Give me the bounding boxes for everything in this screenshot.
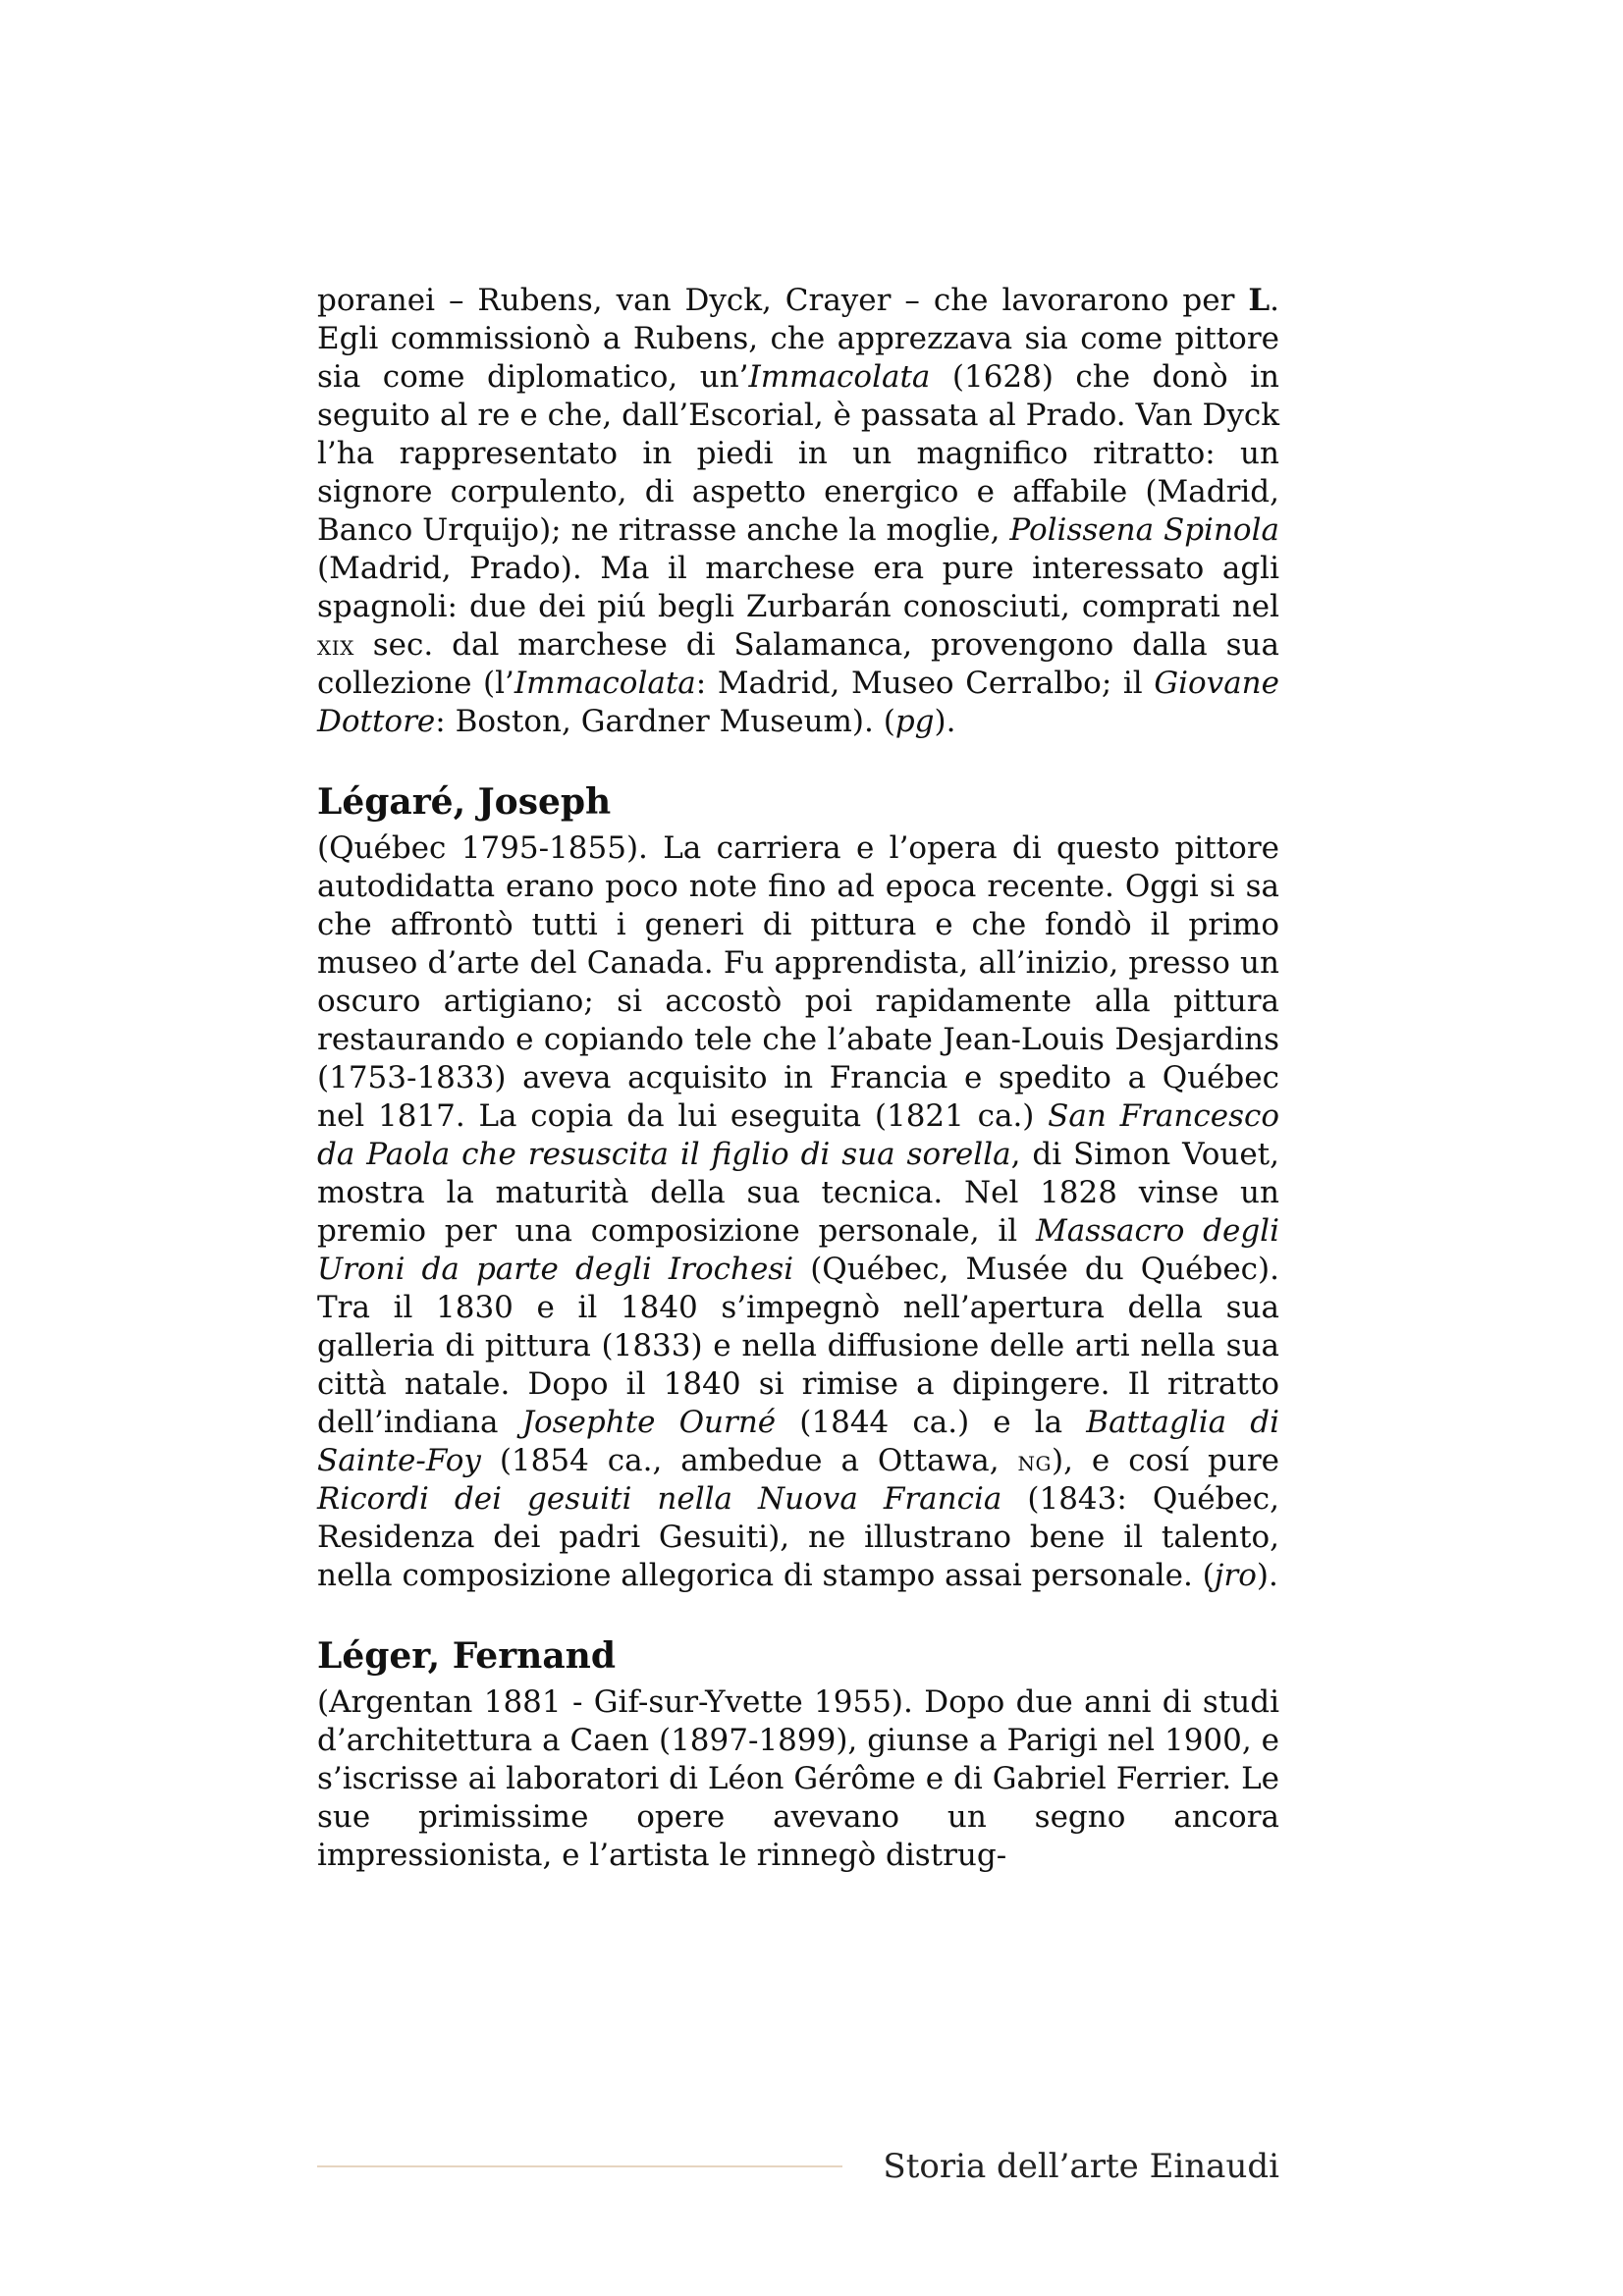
entry-headword: Léger, Fernand: [317, 1635, 617, 1677]
text-run: ), e cosí pure: [1052, 1443, 1279, 1478]
century-numeral: xix: [317, 629, 354, 662]
text-run: , di Simon Vouet, mostra la maturità della sua tecnica. Nel 1828 vinse un premio per una composizione personale, il: [317, 1137, 1279, 1249]
artwork-title: Battaglia di Sainte-Foy: [317, 1405, 1279, 1478]
entry-body: [317, 829, 1279, 1595]
text-run: ).: [934, 704, 956, 739]
text-run: (Québec 1795-1855). La carriera e l’opera di questo pittore autodidatta erano poco note fino ad epoca recente. Oggi si sa che affrontò tutti i generi di pittura e che fondò il primo museo d’arte del Canada. Fu apprendista, all’inizio, presso un oscuro artigiano; si accostò poi rapidamente alla pittura restaurando e copiando tele che l’abate Jean-Louis Desjardins (1753-1833) aveva acquisito in Francia e spedito a Québec nel 1817. La copia da lui eseguita (1821 ca.): [317, 830, 1279, 1134]
artwork-title: Immacolata: [748, 359, 931, 395]
artwork-title: San Francesco da Paola che resuscita il figlio di sua sorella: [317, 1098, 1279, 1172]
artwork-title: Josephte Ourné: [521, 1405, 777, 1440]
text-run: (Argentan 1881 - Gif-sur-Yvette 1955). Dopo due anni di studi d’architettura a Caen (1897-1899), giunse a Parigi nel 1900, e s’iscrisse ai laboratori di Léon Gérôme e di Gabriel Ferrier. Le sue primissime opere avevano un segno ancora impressionista, e l’artista le rinnegò distrug-: [317, 1684, 1279, 1873]
text-run: . Egli commissionò a Rubens, che apprezzava sia come pittore sia come diplomatico, un’: [317, 283, 1279, 395]
author-initials: pg: [894, 704, 935, 739]
author-initials: jro: [1214, 1558, 1257, 1593]
publication-title: Storia dell’arte Einaudi: [883, 2147, 1279, 2186]
entry-headword: Légaré, Joseph: [317, 781, 612, 823]
entry-leger: [317, 1634, 1279, 1875]
headword-abbreviation: L: [1248, 283, 1271, 318]
text-run: (1854 ca., ambedue a Ottawa,: [480, 1443, 1018, 1478]
artwork-title: Polissena Spinola: [1009, 512, 1279, 548]
artwork-title: Immacolata: [514, 666, 696, 701]
entry-legare: [317, 780, 1279, 1595]
text-run: (Québec, Musée du Québec). Tra il 1830 e il 1840 s’impegnò nell’apertura della sua galleria di pittura (1833) e nella diffusione delle arti nella sua città natale. Dopo il 1840 si rimise a dipingere. Il ritratto dell’indiana: [317, 1252, 1279, 1440]
text-run: (1843: Québec, Residenza dei padri Gesuiti), ne illustrano bene il talento, nella composizione allegorica di stampo assai personale. (: [317, 1481, 1279, 1593]
text-run: (Madrid, Prado). Ma il marchese era pure interessato agli spagnoli: due dei piú begli Zurbarán conosciuti, comprati nel: [317, 551, 1279, 624]
text-run: sec. dal marchese di Salamanca, provengono dalla sua collezione (l’: [317, 627, 1279, 701]
artwork-title: Ricordi dei gesuiti nella Nuova Francia: [317, 1481, 1002, 1517]
text-run: poranei – Rubens, van Dyck, Crayer – che lavorarono per: [317, 283, 1249, 318]
text-run: (1628) che donò in seguito al re e che, dall’Escorial, è passata al Prado. Van Dyck l’ha rappresentato in piedi in un magnifico ritratto: un signore corpulento, di aspetto energico e affabile (Madrid, Banco Urquijo); ne ritrasse anche la moglie,: [317, 359, 1280, 548]
text-column: [317, 282, 1279, 1875]
text-run: ).: [1256, 1558, 1278, 1593]
entry-body: [317, 1683, 1279, 1875]
artwork-title: Giovane Dottore: [317, 666, 1279, 739]
text-run: : Boston, Gardner Museum). (: [435, 704, 895, 739]
page-footer: [317, 2142, 1279, 2191]
museum-abbreviation: ng: [1017, 1445, 1053, 1477]
text-run: (1844 ca.) e la: [776, 1405, 1087, 1440]
continuation-paragraph: [317, 282, 1279, 741]
footer-rule: [317, 2165, 842, 2167]
artwork-title: Massacro degli Uroni da parte degli Irochesi: [317, 1213, 1279, 1287]
text-run: : Madrid, Museo Cerralbo; il: [695, 666, 1155, 701]
